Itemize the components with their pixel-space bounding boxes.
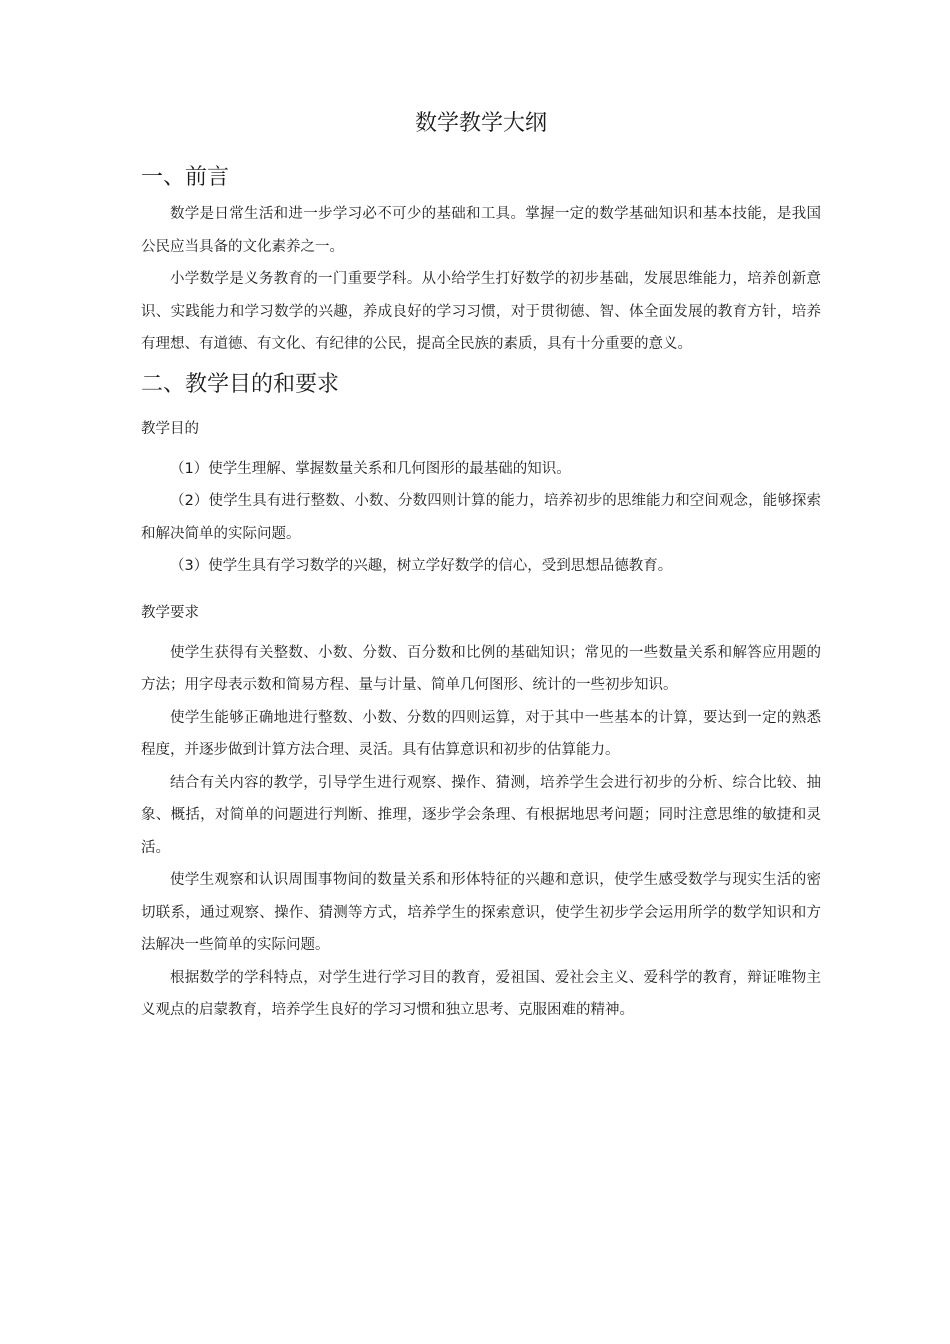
list-item: （2）使学生具有进行整数、小数、分数四则计算的能力，培养初步的思维能力和空间观念，能够探索和解决简单的实际问题。 (141, 493, 821, 542)
paragraph: 使学生能够正确地进行整数、小数、分数的四则运算，对于其中一些基本的计算，要达到一定的熟悉程度，并逐步做到计算方法合理、灵活。具有估算意识和初步的估算能力。 (141, 709, 821, 758)
paragraph: 小学数学是义务教育的一门重要学科。从小给学生打好数学的初步基础，发展思维能力，培养创新意识、实践能力和学习数学的兴趣，养成良好的学习习惯，对于贯彻德、智、体全面发展的教育方针，培养有理想、有道德、有文化、有纪律的公民，提高全民族的素质，具有十分重要的意义。 (141, 271, 821, 352)
list-item: （1）使学生理解、掌握数量关系和几何图形的最基础的知识。 (170, 460, 571, 477)
paragraph: 结合有关内容的教学，引导学生进行观察、操作、猜测，培养学生会进行初步的分析、综合比较、抽象、概括，对简单的问题进行判断、推理，逐步学会条理、有根据地思考问题；同时注意思维的敏捷和灵活。 (141, 774, 821, 856)
list-item: （3）使学生具有学习数学的兴趣，树立学好数学的信心，受到思想品德教育。 (170, 558, 673, 574)
section-heading-preface: 一、前言 (141, 165, 230, 190)
paragraph: 使学生观察和认识周围事物间的数量关系和形体特征的兴趣和意识，使学生感受数学与现实生活的密切联系，通过观察、操作、猜测等方式，培养学生的探索意识，使学生初步学会运用所学的数学知识和方法解决一些简单的实际问题。 (141, 872, 821, 953)
subsection-heading-requirements: 教学要求 (141, 604, 199, 621)
spacer (141, 405, 821, 413)
paragraph: 数学是日常生活和进一步学习必不可少的基础和工具。掌握一定的数学基础知识和基本技能，是我国公民应当具备的文化素养之一。 (141, 206, 821, 255)
paragraph: 根据数学的学科特点，对学生进行学习目的教育，爱祖国、爱社会主义、爱科学的教育，辩证唯物主义观点的启蒙教育，培养学生良好的学习习惯和独立思考、克服困难的精神。 (141, 969, 821, 1018)
spacer (141, 583, 821, 597)
spacer (141, 361, 821, 369)
paragraph: 使学生获得有关整数、小数、分数、百分数和比例的基础知识；常见的一些数量关系和解答应用题的方法；用字母表示数和简易方程、量与计量、简单几何图形、统计的一些初步知识。 (141, 644, 821, 693)
document-content (141, 108, 821, 1027)
section-heading-goals: 二、教学目的和要求 (141, 371, 340, 397)
document-title: 数学教学大纲 (414, 111, 547, 136)
subsection-heading-purpose: 教学目的 (141, 420, 199, 437)
